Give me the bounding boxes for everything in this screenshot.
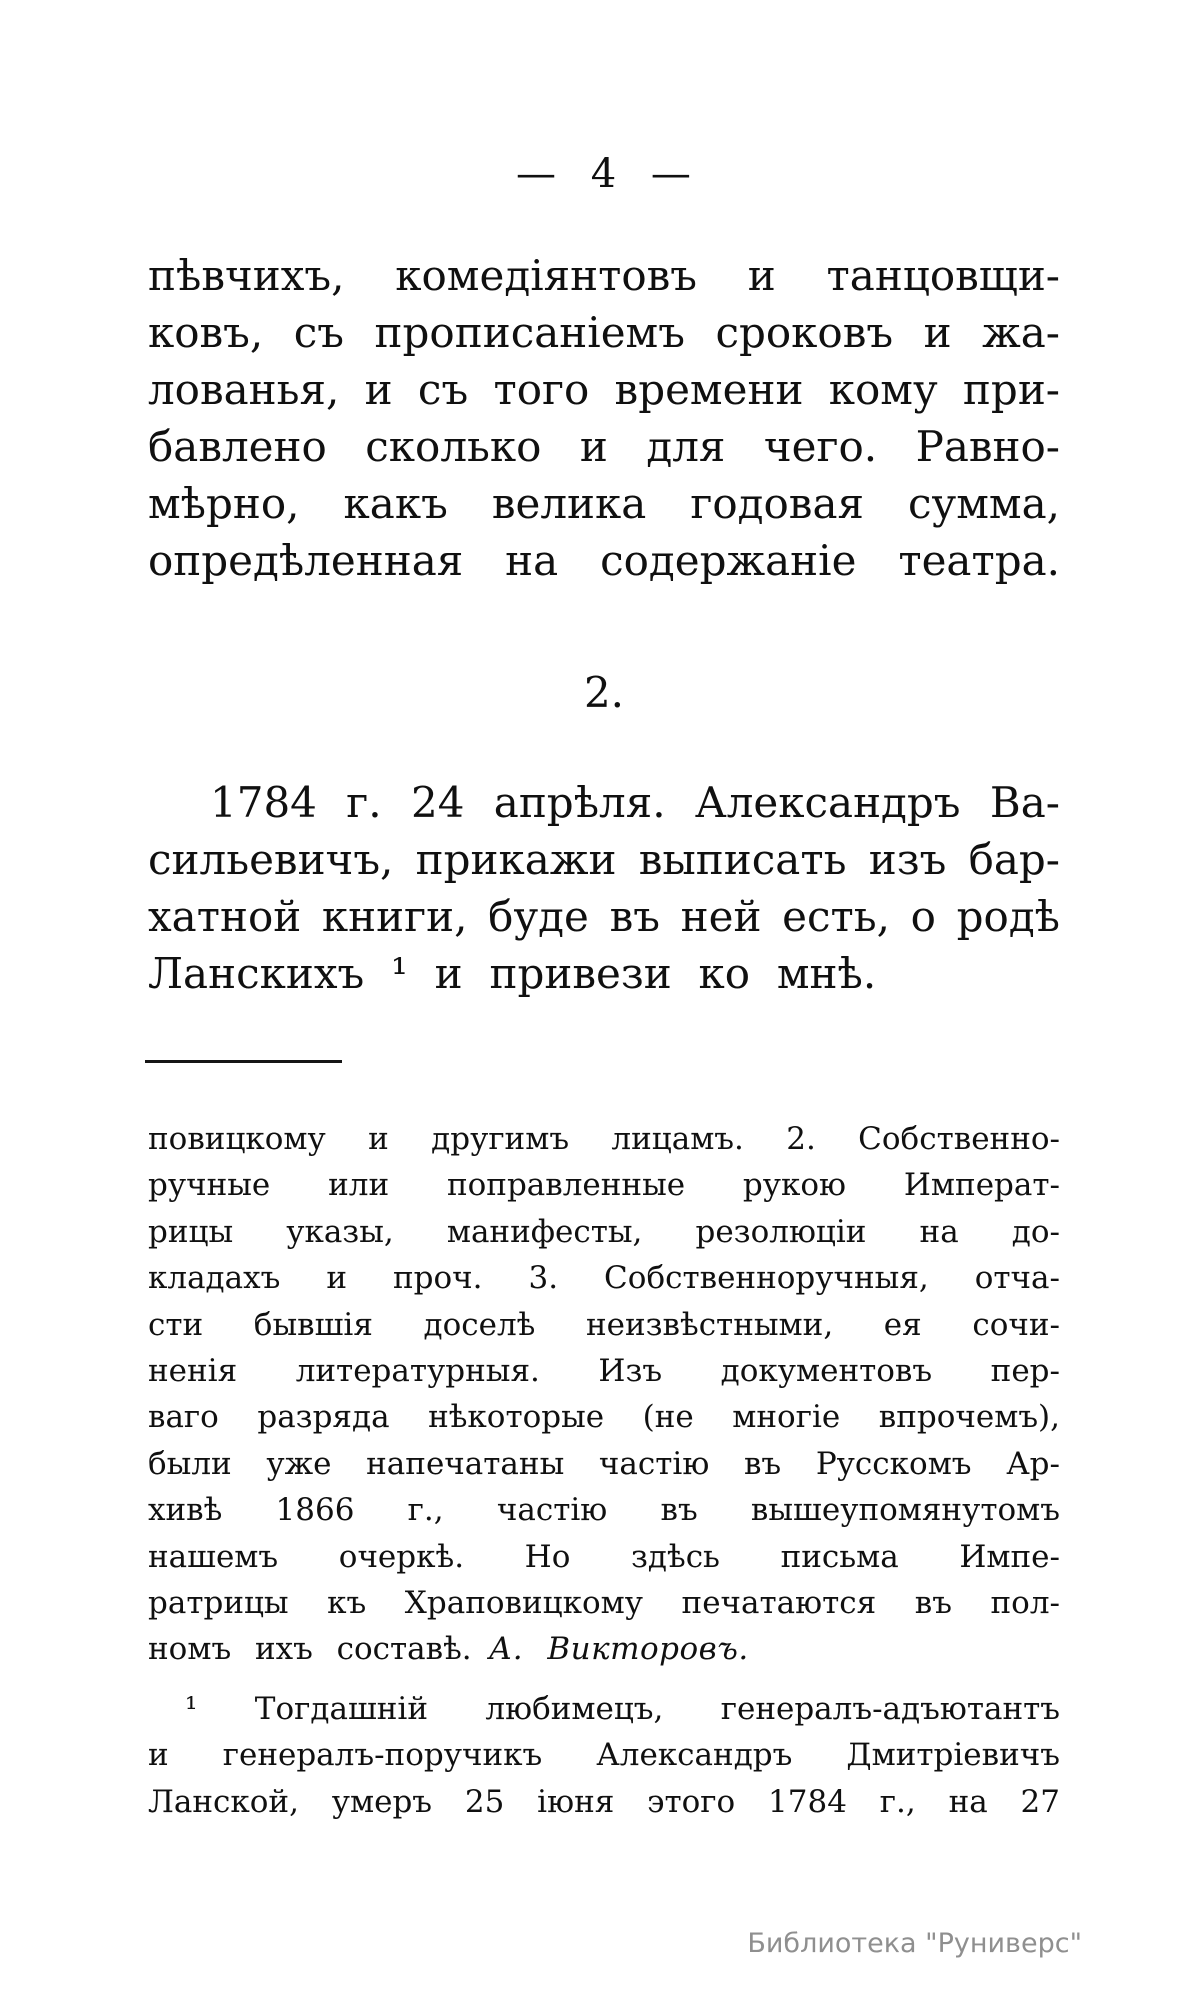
footnote-signature: А. Викторовъ. bbox=[488, 1631, 749, 1668]
footnote-line: ¹ Тогдашній любимецъ, генералъ-адъютантъ bbox=[185, 1691, 1060, 1727]
footnote-line: ненія литературныя. Изъ документовъ пер- bbox=[148, 1353, 1060, 1390]
footnote-line: хивѣ 1866 г., частію въ вышеупомянутомъ bbox=[148, 1492, 1060, 1529]
footnote-line: и генералъ-поручикъ Александръ Дмитріевичъ bbox=[148, 1737, 1060, 1774]
footnote-line: нашемъ очеркѣ. Но здѣсь письма Импе- bbox=[148, 1538, 1060, 1575]
library-watermark: Библиотека "Руниверс" bbox=[747, 1928, 1082, 1959]
footnote-continuation bbox=[148, 1116, 1060, 1673]
footnote-line: были уже напечатаны частію въ Русскомъ Ар- bbox=[148, 1445, 1060, 1482]
footnote-line: кладахъ и проч. 3. Собственноручныя, отча- bbox=[148, 1260, 1060, 1297]
text-line: 1784 г. 24 апрѣля. Александръ Ва- bbox=[210, 778, 1060, 827]
footnote-line: ваго разряда нѣкоторые (не многіе впрочемъ), bbox=[148, 1399, 1060, 1436]
text-line: бавлено сколько и для чего. Равно- bbox=[148, 422, 1060, 471]
footnote-separator-rule bbox=[145, 1060, 342, 1063]
text-line: Ланскихъ ¹ и привези ко мнѣ. bbox=[148, 949, 877, 998]
footnote-line: ратрицы къ Храповицкому печатаются въ пол- bbox=[148, 1585, 1060, 1622]
main-paragraph-1 bbox=[148, 247, 1060, 589]
text-line: хатной книги, буде въ ней есть, о родѣ bbox=[148, 892, 1060, 941]
main-paragraph-2 bbox=[148, 774, 1060, 1002]
page-number: — 4 — bbox=[516, 151, 692, 197]
text-line: сильевичъ, прикажи выписать изъ бар- bbox=[148, 835, 1060, 884]
text-line: ковъ, съ прописаніемъ сроковъ и жа- bbox=[148, 308, 1060, 357]
footnote-note-1 bbox=[148, 1686, 1060, 1825]
section-number: 2. bbox=[583, 668, 625, 717]
footnote-line: рицы указы, манифесты, резолюціи на до- bbox=[148, 1213, 1060, 1250]
text-line: пѣвчихъ, комедіянтовъ и танцовщи- bbox=[148, 251, 1060, 300]
footnote-line: ручные или поправленные рукою Императ- bbox=[148, 1167, 1060, 1204]
footnote-line: повицкому и другимъ лицамъ. 2. Собственно- bbox=[148, 1121, 1060, 1157]
footnote-line bbox=[148, 1626, 1060, 1672]
text-line: опредѣленная на содержаніе театра. bbox=[148, 536, 1060, 585]
footnote-line: сти бывшія доселѣ неизвѣстными, ея сочи- bbox=[148, 1306, 1060, 1343]
footnote-line: Ланской, умеръ 25 іюня этого 1784 г., на 27 bbox=[148, 1783, 1060, 1820]
text-line: мѣрно, какъ велика годовая сумма, bbox=[148, 479, 1060, 528]
text-line: лованья, и съ того времени кому при- bbox=[148, 365, 1060, 414]
footnote-closing-text: номъ ихъ составѣ. bbox=[148, 1631, 472, 1668]
